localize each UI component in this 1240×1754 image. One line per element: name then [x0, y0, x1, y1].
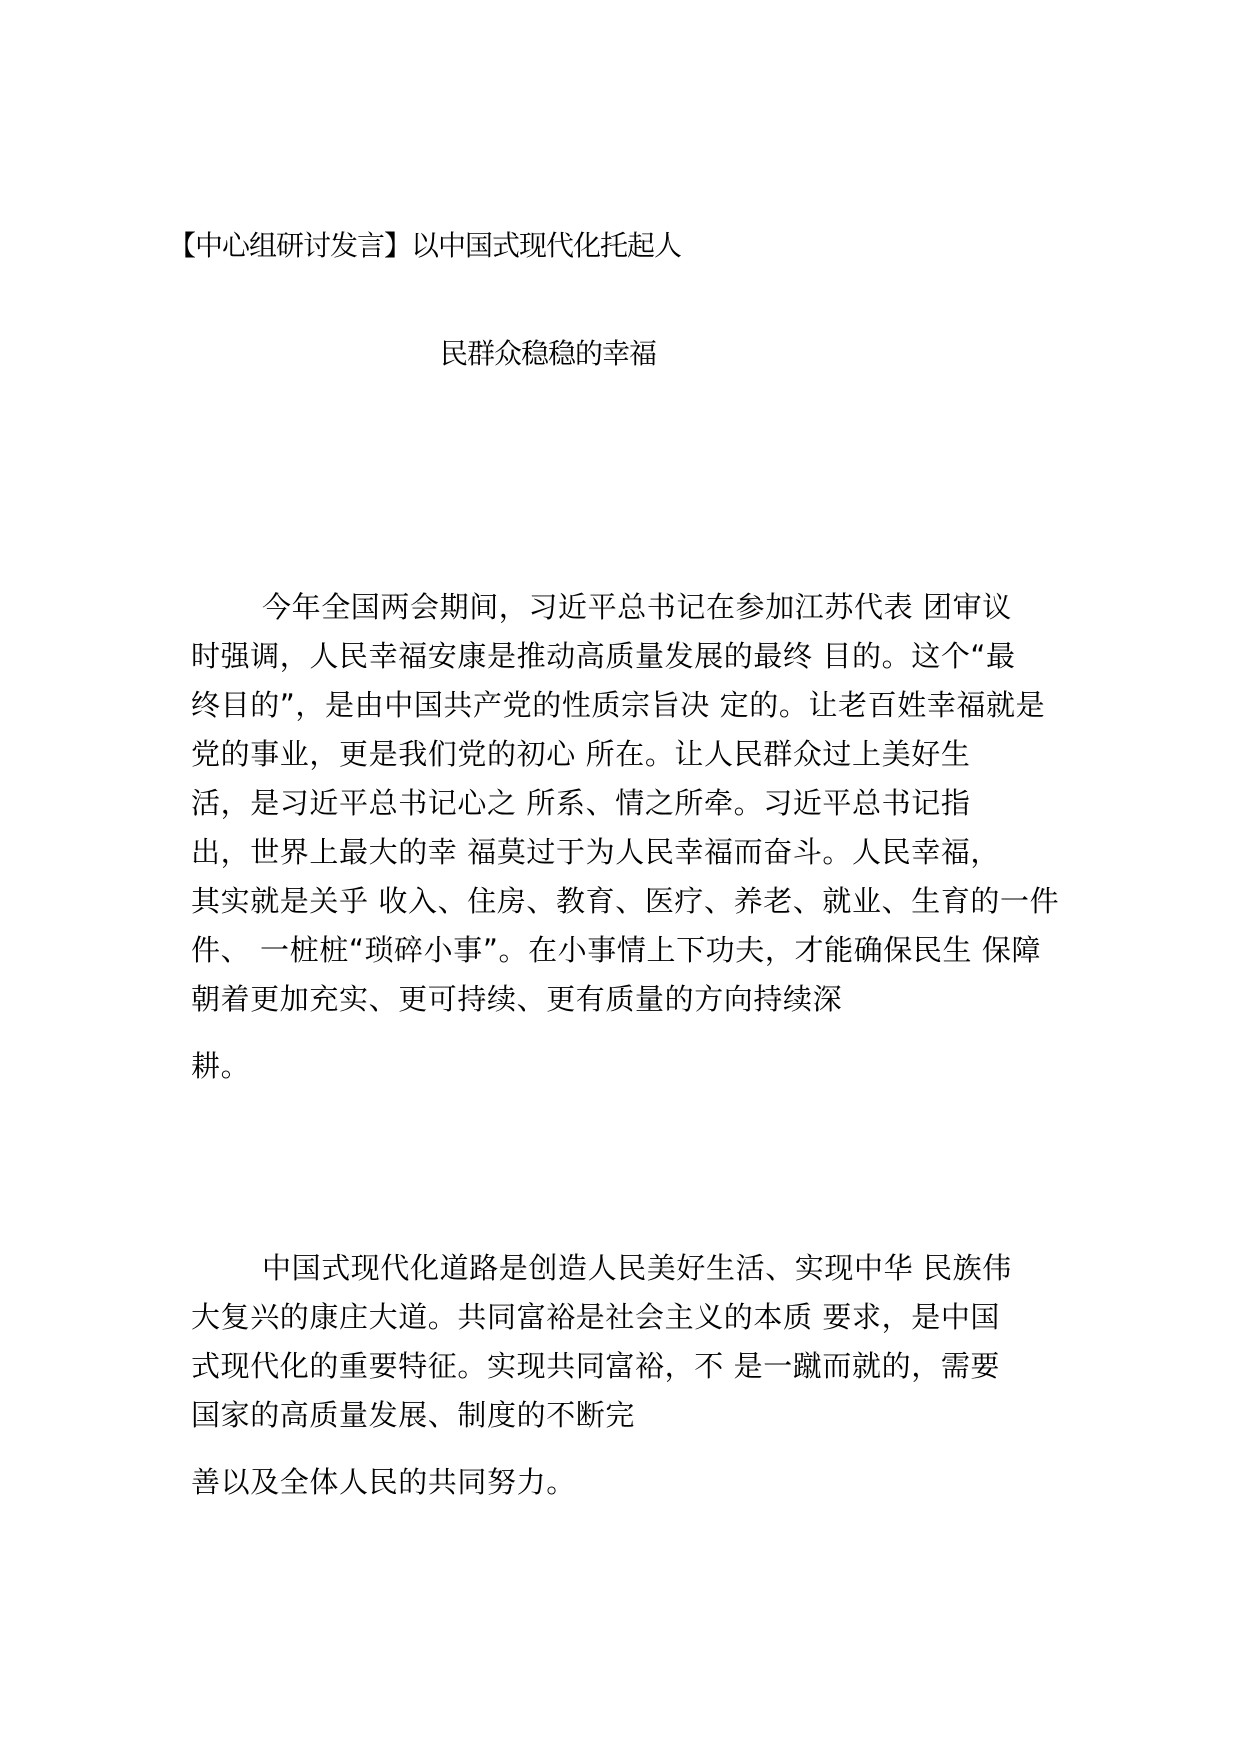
paragraph-2-line-1: 中国式现代化道路是创造人民美好生活、实现中华 民族伟 — [262, 1251, 1012, 1285]
title-line-1: 【中心组研讨发言】以中国式现代化托起人 — [168, 229, 682, 262]
paragraph-2-line-2: 大复兴的康庄大道。共同富裕是社会主义的本质 要求，是中国 — [191, 1300, 1001, 1334]
paragraph-2-line-5: 善以及全体人民的共同努力。 — [191, 1465, 576, 1499]
paragraph-1-line-1: 今年全国两会期间，习近平总书记在参加江苏代表 团审议 — [262, 590, 1012, 624]
title-line-2: 民群众稳稳的幸福 — [440, 337, 657, 370]
paragraph-1-line-7: 其实就是关乎 收入、住房、教育、医疗、养老、就业、生育的一件 — [191, 884, 1060, 918]
paragraph-1-line-5: 活，是习近平总书记心之 所系、情之所牵。习近平总书记指 — [191, 786, 971, 820]
paragraph-1-line-4: 党的事业，更是我们党的初心 所在。让人民群众过上美好生 — [191, 737, 971, 771]
paragraph-1-line-10: 耕。 — [191, 1049, 251, 1083]
paragraph-1-line-2: 时强调，人民幸福安康是推动高质量发展的最终 目的。这个“最 — [191, 639, 1016, 673]
paragraph-1-line-9: 朝着更加充实、更可持续、更有质量的方向持续深 — [191, 982, 843, 1016]
paragraph-1-line-8: 件、 一桩桩“琐碎小事”。在小事情上下功夫，才能确保民生 保障 — [191, 933, 1042, 967]
paragraph-1-line-3: 终目的”，是由中国共产党的性质宗旨决 定的。让老百姓幸福就是 — [191, 688, 1046, 722]
paragraph-2-line-3: 式现代化的重要特征。实现共同富裕，不 是一蹴而就的，需要 — [191, 1349, 1001, 1383]
paragraph-2-line-4: 国家的高质量发展、制度的不断完 — [191, 1398, 636, 1432]
paragraph-1-line-6: 出，世界上最大的幸 福莫过于为人民幸福而奋斗。人民幸福， — [191, 835, 1001, 869]
